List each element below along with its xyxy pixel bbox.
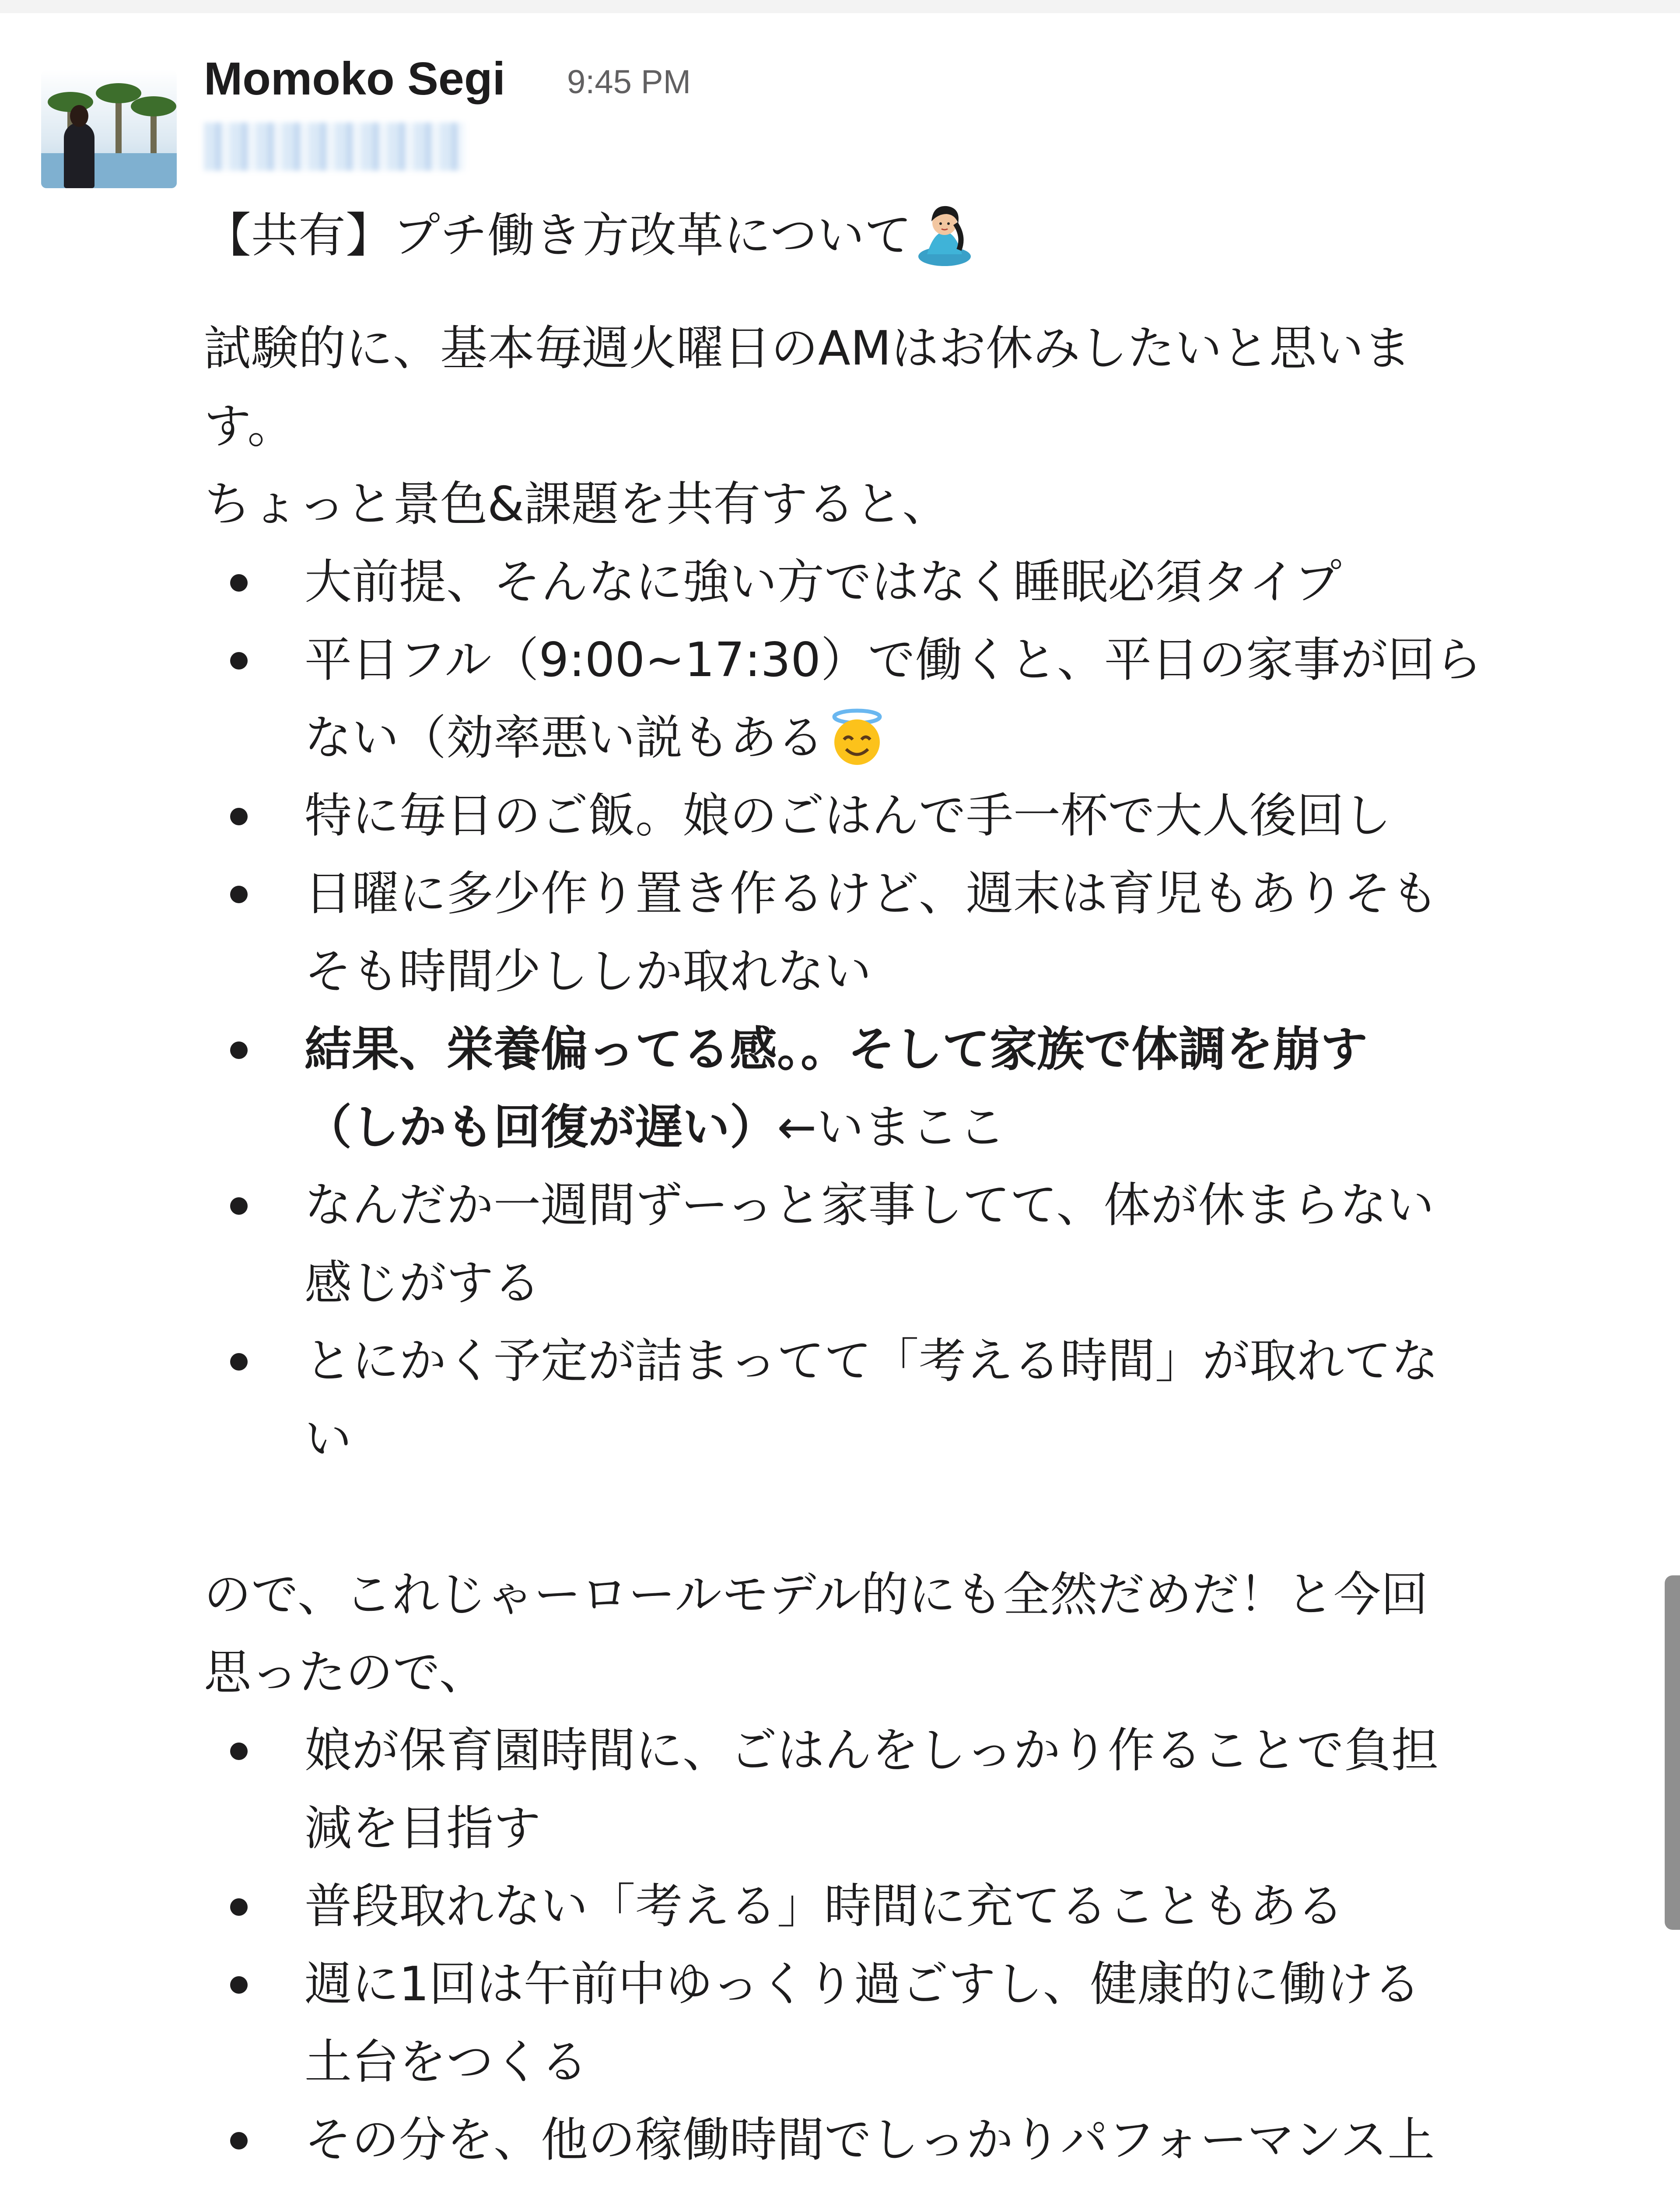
middle-line: ので、これじゃーロールモデル的にも全然だめだ！と今回: [204, 1567, 1428, 1622]
list-item-text: 普段取れない「考える」時間に充てることもある: [304, 1879, 1344, 1934]
list-item-text-bold: （しかも回復が遅い）: [304, 1100, 777, 1155]
list-item-text: 感じがする: [304, 1256, 541, 1311]
middle-line: 思ったので、: [204, 1645, 486, 1700]
list-item-text-line: [304, 699, 1648, 777]
issues-list: [204, 543, 1648, 1478]
avatar-sea: [41, 153, 177, 188]
genie-icon: [912, 197, 977, 267]
timestamp[interactable]: 9:45 PM: [567, 63, 691, 101]
list-item: [204, 543, 1648, 621]
list-item: [204, 1712, 1648, 1868]
top-strip: [0, 0, 1680, 13]
list-item-text: 土台をつくる: [304, 2035, 588, 2090]
list-item-text: そも時間少ししか取れない: [304, 944, 872, 999]
list-item-text: [304, 2179, 1648, 2188]
list-item-text-bold: 結果、栄養偏ってる感。。そして家族で体調を崩す: [304, 1022, 1368, 1077]
message-title-text: 【共有】プチ働き方改革について: [204, 208, 912, 263]
message: [0, 13, 1680, 2188]
avatar-person: [64, 123, 94, 188]
list-item-text: い: [304, 1412, 352, 1466]
list-item-text: ない（効率悪い説もある: [304, 711, 825, 765]
list-item: [204, 1322, 1648, 1478]
list-item-text: とにかく予定が詰まってて「考える時間」が取れてな: [304, 1334, 1439, 1389]
list-item-text: 娘が保育園時間に、ごはんをしっかり作ることで負担: [304, 1723, 1439, 1778]
list-item-text: 週に1回は午前中ゆっくり過ごすし、健康的に働ける: [304, 1957, 1421, 2012]
list-item-text: 特に毎日のご飯。娘のごはんで手一杯で大人後回し: [304, 789, 1392, 843]
list-item: [204, 855, 1648, 1011]
list-item-text: 大前提、そんなに強い方ではなく睡眠必須タイプ: [304, 555, 1342, 610]
list-item-text: 平日フル（9:00~17:30）で働くと、平日の家事が回ら: [304, 633, 1482, 687]
intro-line: 試験的に、基本毎週火曜日のAMはお休みしたいと思いま: [204, 321, 1411, 376]
scrollbar-thumb[interactable]: [1665, 1575, 1680, 1930]
list-item-text: その分を、他の稼働時間でしっかりパフォーマンス上: [304, 2113, 1435, 2167]
intro-line: す。: [204, 399, 295, 454]
list-item: [204, 1167, 1648, 1322]
spacer: [204, 1478, 1648, 1556]
list-item: [204, 1868, 1648, 1946]
list-item: [204, 777, 1648, 855]
list-item-text: 日曜に多少作り置き作るけど、週末は育児もありそも: [304, 866, 1439, 921]
list-item-text: 減を目指す: [304, 1801, 541, 1856]
message-body: [204, 197, 1648, 2188]
plans-list: [204, 1712, 1648, 2188]
list-item: [204, 1011, 1648, 1167]
avatar[interactable]: [41, 70, 177, 188]
blurred-status: [204, 123, 465, 171]
list-item-text: なんだか一週間ずーっと家事してて、体が休まらない: [304, 1178, 1435, 1233]
list-item: [204, 621, 1648, 777]
sender-name[interactable]: Momoko Segi: [204, 53, 506, 105]
message-title: [204, 197, 1648, 275]
list-item: [204, 2101, 1648, 2188]
intro-line: ちょっと景色&課題を共有すると、: [204, 477, 950, 532]
list-item: [204, 1946, 1648, 2101]
smiling-face-with-halo-icon: [824, 704, 890, 769]
list-item-text-line: [304, 1089, 1648, 1167]
spacer: [204, 275, 1648, 310]
list-item-suffix: ←いまここ: [777, 1100, 1006, 1155]
